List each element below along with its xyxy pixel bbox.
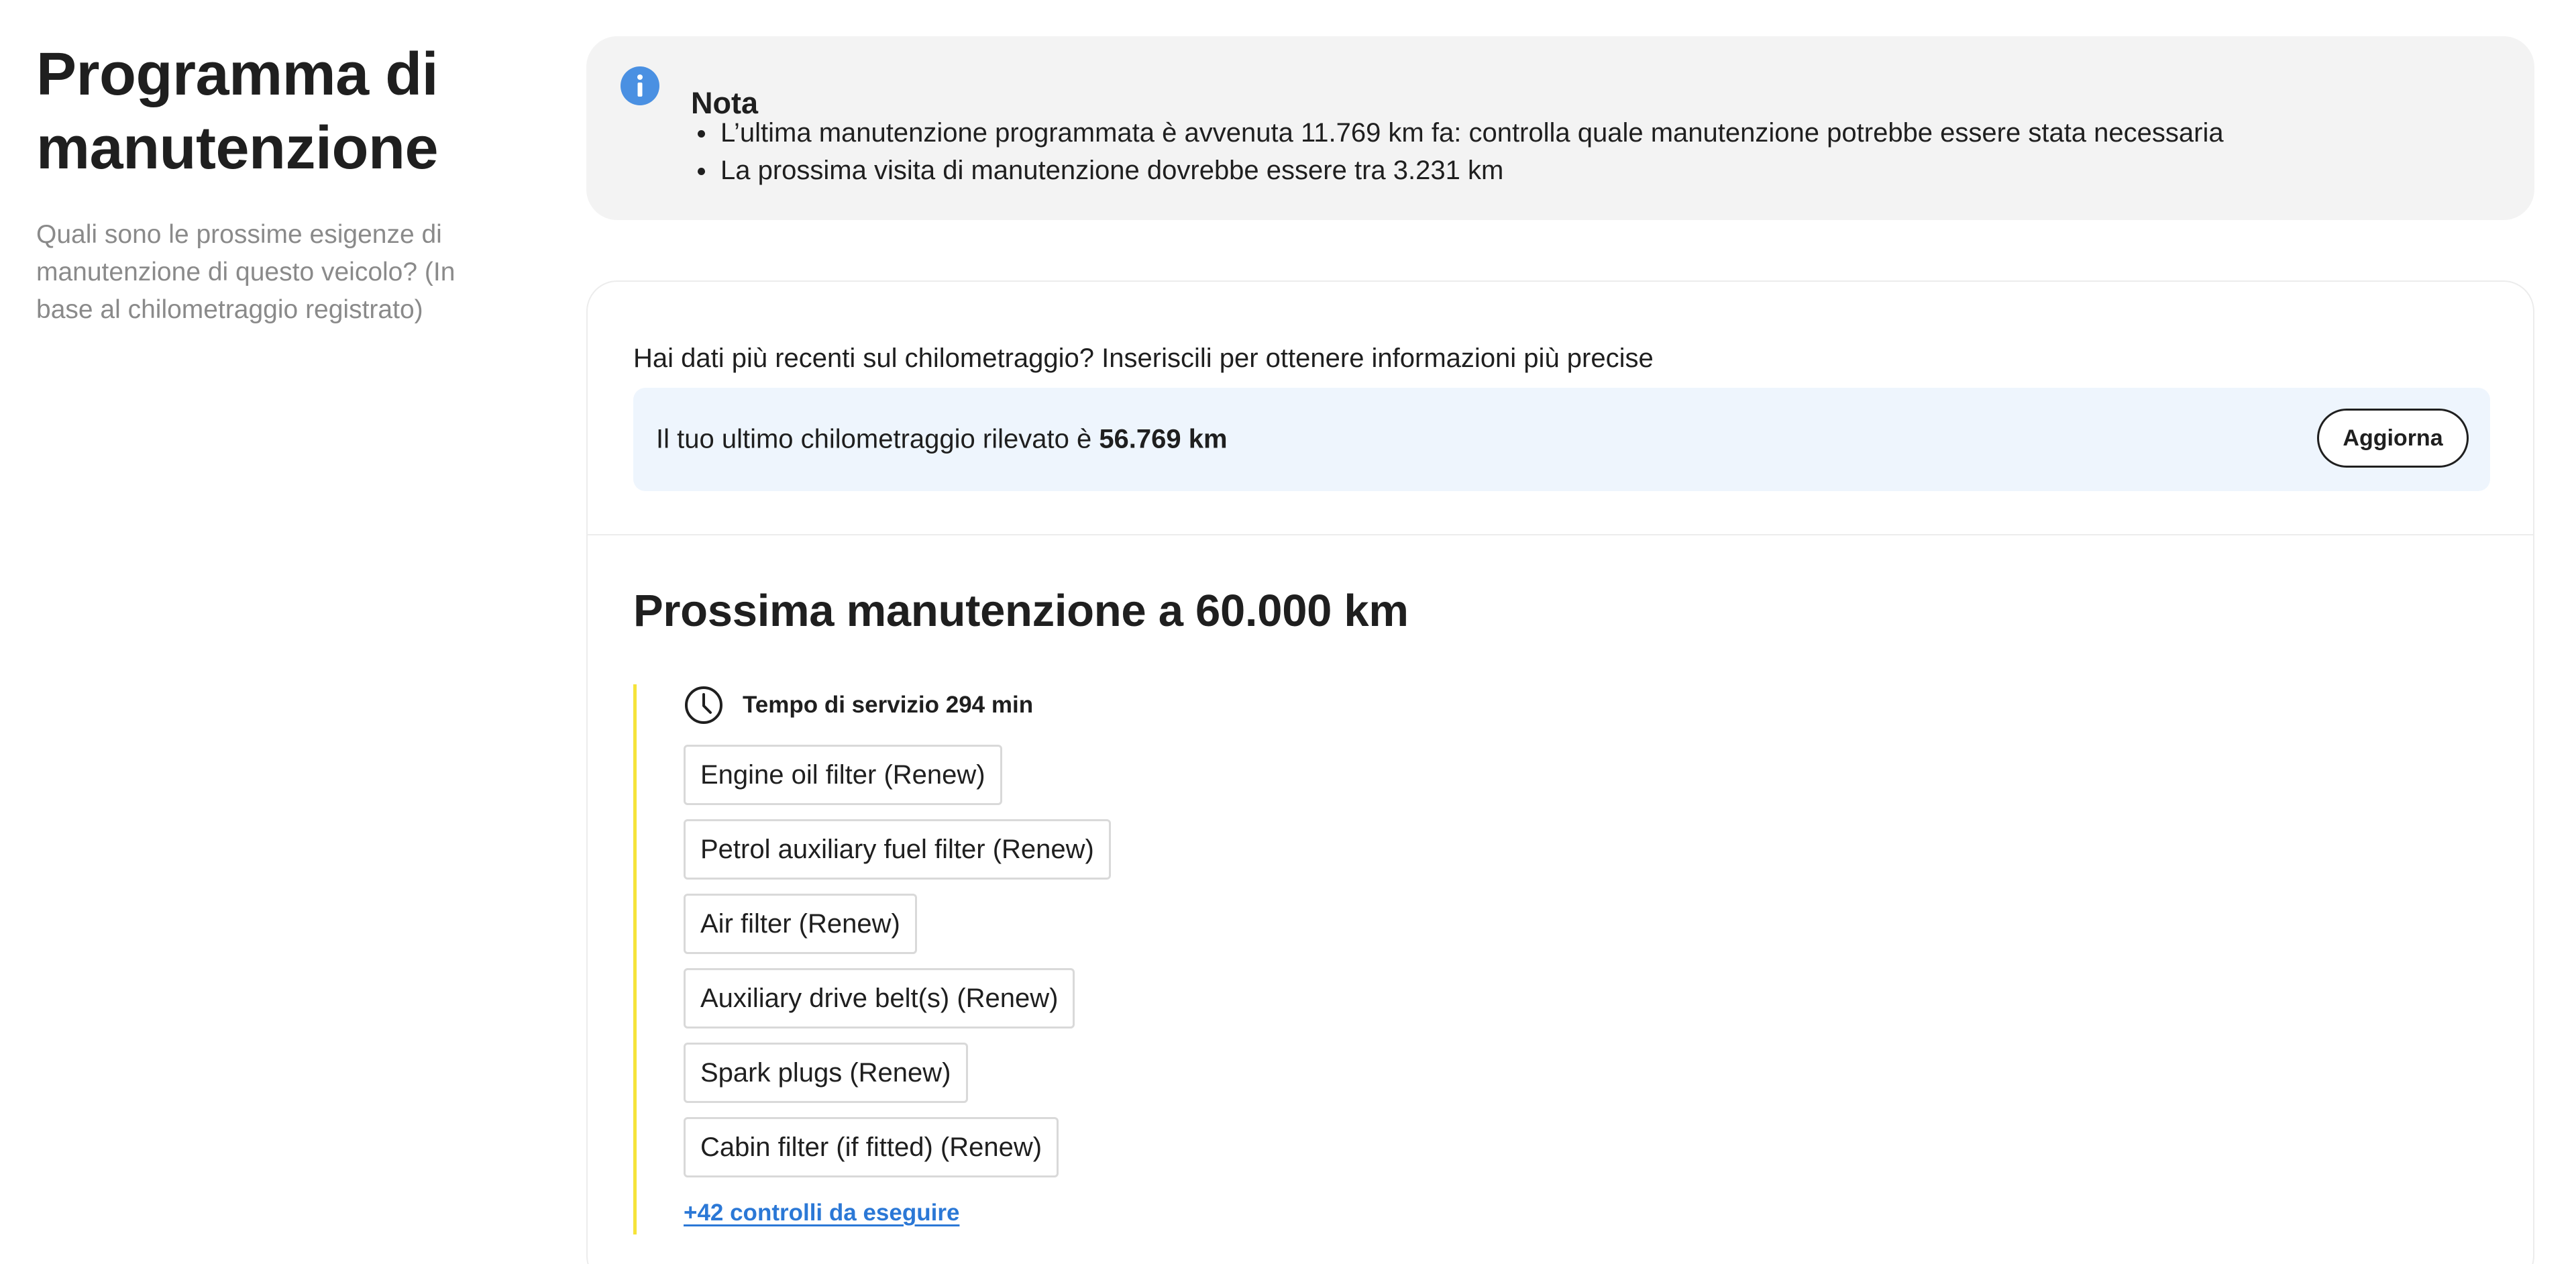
info-icon — [620, 66, 660, 106]
maintenance-items — [684, 745, 1111, 1192]
maintenance-item: Engine oil filter (Renew) — [684, 745, 1002, 805]
mileage-box — [633, 388, 2490, 491]
clock-icon — [684, 685, 724, 725]
more-checks-link[interactable]: +42 controlli da eseguire — [684, 1200, 960, 1226]
maintenance-item: Auxiliary drive belt(s) (Renew) — [684, 968, 1075, 1029]
maintenance-item: Petrol auxiliary fuel filter (Renew) — [684, 819, 1111, 880]
maintenance-card — [586, 280, 2534, 1264]
note-box — [586, 36, 2534, 220]
mileage-text — [656, 425, 1228, 455]
next-service-heading: Prossima manutenzione a 60.000 km — [633, 586, 1409, 636]
mileage-update-prompt: Hai dati più recenti sul chilometraggio? Inseriscili per ottenere informazioni più precise — [633, 344, 1654, 373]
page-title: Programma di manutenzione — [36, 41, 439, 182]
maintenance-item: Air filter (Renew) — [684, 894, 917, 954]
service-time-label: Tempo di servizio 294 min — [743, 692, 1034, 718]
note-list — [691, 114, 2224, 189]
note-item: L’ultima manutenzione programmata è avvenuta 11.769 km fa: controlla quale manutenzione potrebbe essere stata necessaria — [691, 114, 2224, 152]
mileage-value: 56.769 km — [1099, 424, 1228, 454]
header-section — [36, 38, 506, 329]
note-item: La prossima visita di manutenzione dovrebbe essere tra 3.231 km — [691, 152, 2224, 189]
divider — [588, 534, 2533, 535]
page-subtitle: Quali sono le prossime esigenze di manutenzione di questo veicolo? (In base al chilometraggio registrato) — [36, 220, 455, 324]
update-mileage-button[interactable]: Aggiorna — [2317, 409, 2469, 468]
maintenance-item: Cabin filter (if fitted) (Renew) — [684, 1117, 1059, 1177]
service-block — [633, 684, 1576, 1234]
mileage-label: Il tuo ultimo chilometraggio rilevato è — [656, 424, 1099, 454]
service-time — [684, 684, 1033, 726]
maintenance-item: Spark plugs (Renew) — [684, 1043, 968, 1103]
note-title: Nota — [691, 86, 758, 120]
